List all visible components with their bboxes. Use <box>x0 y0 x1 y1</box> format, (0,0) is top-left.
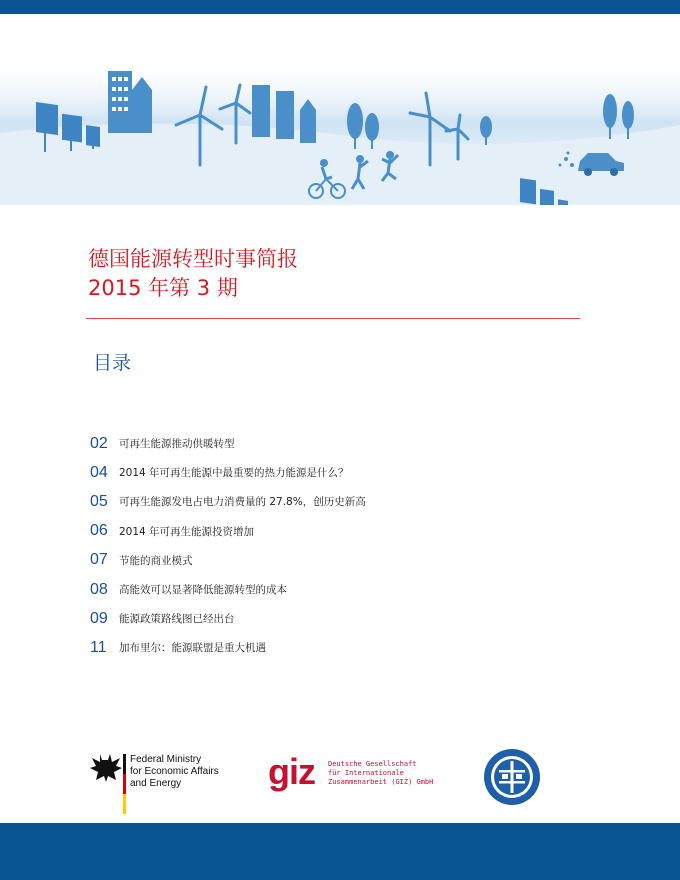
top-color-bar <box>0 0 680 14</box>
giz-full-name <box>328 760 433 787</box>
toc-page-number: 04 <box>90 463 108 481</box>
toc-page-number: 05 <box>90 492 108 510</box>
giz-logo <box>268 752 438 796</box>
toc-item[interactable] <box>90 517 550 546</box>
bmwi-line: and Energy <box>130 778 182 789</box>
giz-line: Zusammenarbeit (GIZ) GmbH <box>328 778 434 786</box>
toc-item-text: 2014 年可再生能源中最重要的热力能源是什么？ <box>119 467 349 480</box>
toc-page-number: 07 <box>90 551 108 569</box>
toc-item[interactable] <box>90 604 550 633</box>
toc-heading: 目录 <box>93 352 132 374</box>
toc-item-text: 可再生能源推动供暖转型 <box>119 438 235 451</box>
giz-line: Deutsche Gesellschaft <box>328 760 417 768</box>
table-of-contents <box>90 429 550 663</box>
toc-item-text: 节能的商业模式 <box>119 554 193 567</box>
toc-item-text: 高能效可以显著降低能源转型的成本 <box>119 584 287 597</box>
toc-page-number: 08 <box>90 580 108 598</box>
federal-eagle-icon <box>86 752 126 816</box>
title-divider <box>86 318 580 319</box>
toc-item-text: 加布里尔：能源联盟是重大机遇 <box>119 642 266 655</box>
giz-wordmark: giz <box>268 751 315 792</box>
toc-item-text: 能源政策路线图已经出台 <box>119 613 235 626</box>
toc-item[interactable] <box>90 546 550 575</box>
energy-city-illustration <box>0 55 680 205</box>
giz-line: für Internationale <box>328 769 404 777</box>
seal-icon <box>483 748 541 806</box>
toc-page-number: 02 <box>90 434 108 452</box>
bottom-color-bar <box>0 823 680 880</box>
toc-item-text: 可再生能源发电占电力消费量的 27.8%，创历史新高 <box>119 496 366 509</box>
title-line-2: 2015 年第 3 期 <box>88 276 238 300</box>
toc-item[interactable] <box>90 429 550 458</box>
toc-page-number: 09 <box>90 609 108 627</box>
bmwi-name <box>130 754 219 790</box>
toc-item[interactable] <box>90 487 550 516</box>
toc-item[interactable] <box>90 633 550 662</box>
toc-page-number: 06 <box>90 522 108 540</box>
bmwi-line: for Economic Affairs <box>130 766 219 777</box>
bmwi-logo <box>86 752 226 816</box>
title-line-1: 德国能源转型时事简报 <box>88 247 298 271</box>
toc-page-number: 11 <box>90 638 107 656</box>
toc-item-text: 2014 年可再生能源投资增加 <box>119 525 255 538</box>
toc-item[interactable] <box>90 575 550 604</box>
toc-item[interactable] <box>90 458 550 487</box>
bmwi-line: Federal Ministry <box>130 754 202 765</box>
document-title <box>88 245 298 303</box>
